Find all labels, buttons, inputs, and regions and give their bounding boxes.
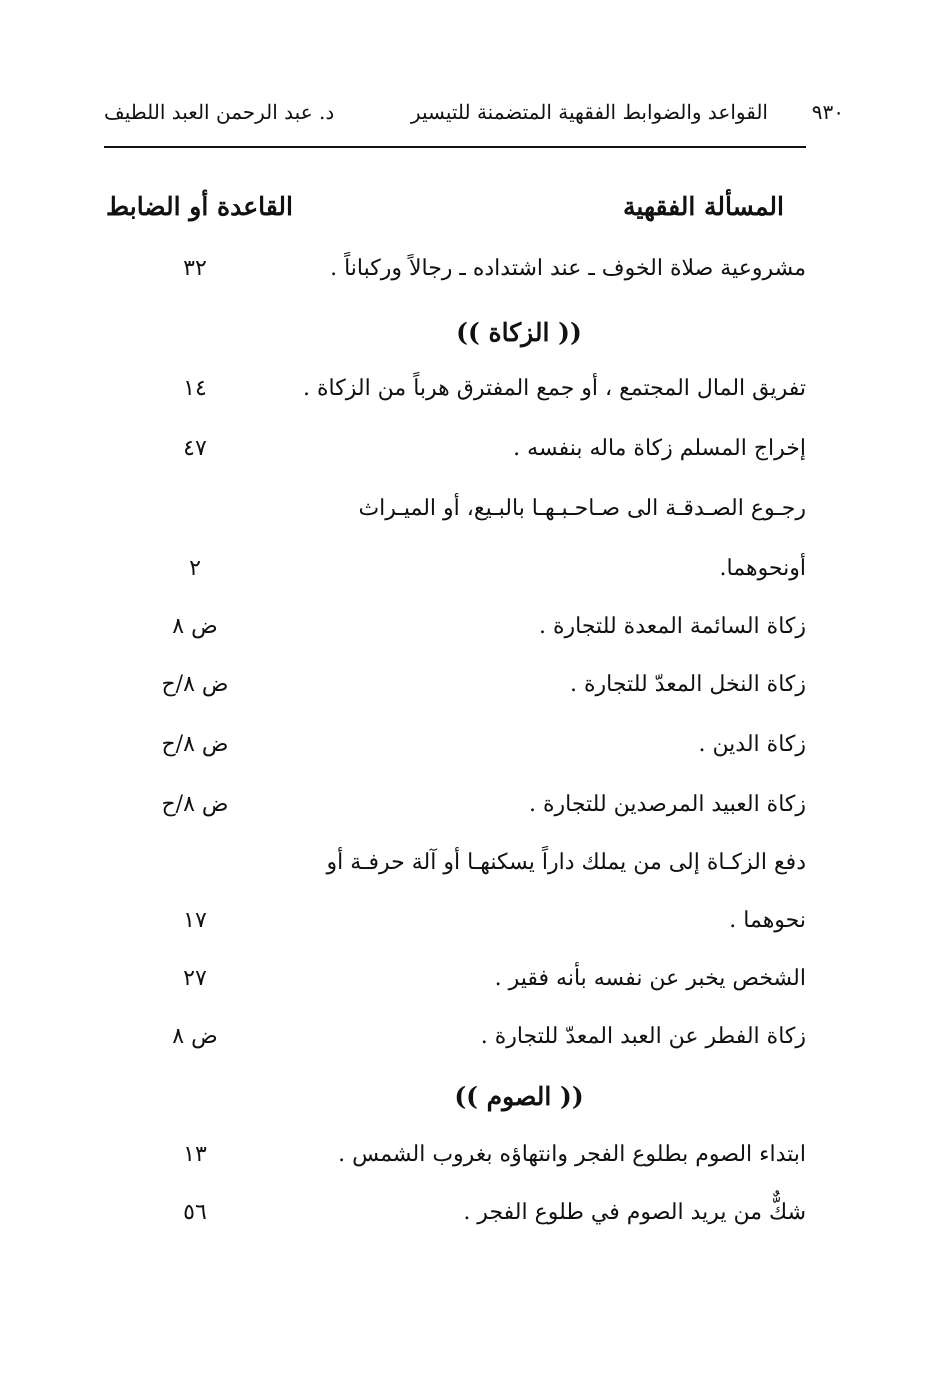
entry-text: زكاة النخل المعدّ للتجارة . [570, 672, 806, 697]
header-rule [104, 146, 806, 148]
section-heading [0, 1082, 948, 1111]
entry-reference: ١٣ [183, 1142, 207, 1167]
index-row [0, 496, 948, 546]
index-row [0, 1200, 948, 1250]
entry-reference: ٣٢ [183, 256, 207, 281]
column-heading-issue: المسألة الفقهية [623, 192, 784, 221]
entry-reference: ١٧ [183, 908, 207, 933]
index-row [0, 908, 948, 958]
book-title: القواعد والضوابط الفقهية المتضمنة للتيسير [410, 100, 768, 124]
index-row [0, 850, 948, 900]
section-heading-label: (( الزكاة )) [456, 318, 582, 347]
entry-reference: ض ٨ [172, 1024, 218, 1049]
page-number: ٩٣٠ [811, 100, 844, 124]
entry-text: إخراج المسلم زكاة ماله بنفسه . [513, 436, 806, 461]
entry-reference: ٤٧ [183, 436, 207, 461]
column-heading-rule: القاعدة أو الضابط [106, 192, 293, 221]
index-row [0, 376, 948, 426]
index-row [0, 732, 948, 782]
section-heading [0, 318, 948, 347]
author-name: د. عبد الرحمن العبد اللطيف [104, 100, 335, 124]
index-row [0, 256, 948, 306]
entry-text: زكاة السائمة المعدة للتجارة . [539, 614, 806, 639]
entry-reference: ٥٦ [183, 1200, 207, 1225]
entry-text: زكاة العبيد المرصدين للتجارة . [529, 792, 806, 817]
index-row [0, 436, 948, 486]
entry-reference: ض ٨/ح [161, 792, 229, 817]
entry-text: الشخص يخبر عن نفسه بأنه فقير . [494, 966, 806, 991]
running-header [104, 100, 844, 134]
entry-text: زكاة الدين . [698, 732, 806, 757]
index-row [0, 792, 948, 842]
entry-text: أونحوهما. [719, 556, 806, 581]
entry-text: دفع الزكـاة إلى من يملك داراً يسكنهـا أو آلة حرفـة أو [326, 850, 806, 875]
index-row [0, 1142, 948, 1192]
entry-reference: ض ٨/ح [161, 732, 229, 757]
entry-text: نحوهما . [729, 908, 806, 933]
entry-reference: ٢ [189, 556, 201, 581]
entry-text: مشروعية صلاة الخوف ـ عند اشتداده ـ رجالاً وركباناً . [330, 256, 806, 281]
index-row [0, 614, 948, 664]
index-row [0, 966, 948, 1016]
entry-text: تفريق المال المجتمع ، أو جمع المفترق هرباً من الزكاة . [303, 376, 806, 401]
section-heading-label: (( الصوم )) [454, 1082, 584, 1111]
index-row [0, 672, 948, 722]
entry-reference: ١٤ [183, 376, 207, 401]
entry-text: شكٌّ من يريد الصوم في طلوع الفجر . [463, 1200, 806, 1225]
entry-text: رجـوع الصـدقـة الى صـاحـبـهـا بالبـيع، أو الميـراث [358, 496, 806, 521]
entry-text: ابتداء الصوم بطلوع الفجر وانتهاؤه بغروب الشمس . [338, 1142, 806, 1167]
entry-reference: ض ٨/ح [161, 672, 229, 697]
entry-reference: ض ٨ [172, 614, 218, 639]
entry-reference: ٢٧ [183, 966, 207, 991]
index-row [0, 1024, 948, 1074]
index-row [0, 556, 948, 606]
entry-text: زكاة الفطر عن العبد المعدّ للتجارة . [480, 1024, 806, 1049]
